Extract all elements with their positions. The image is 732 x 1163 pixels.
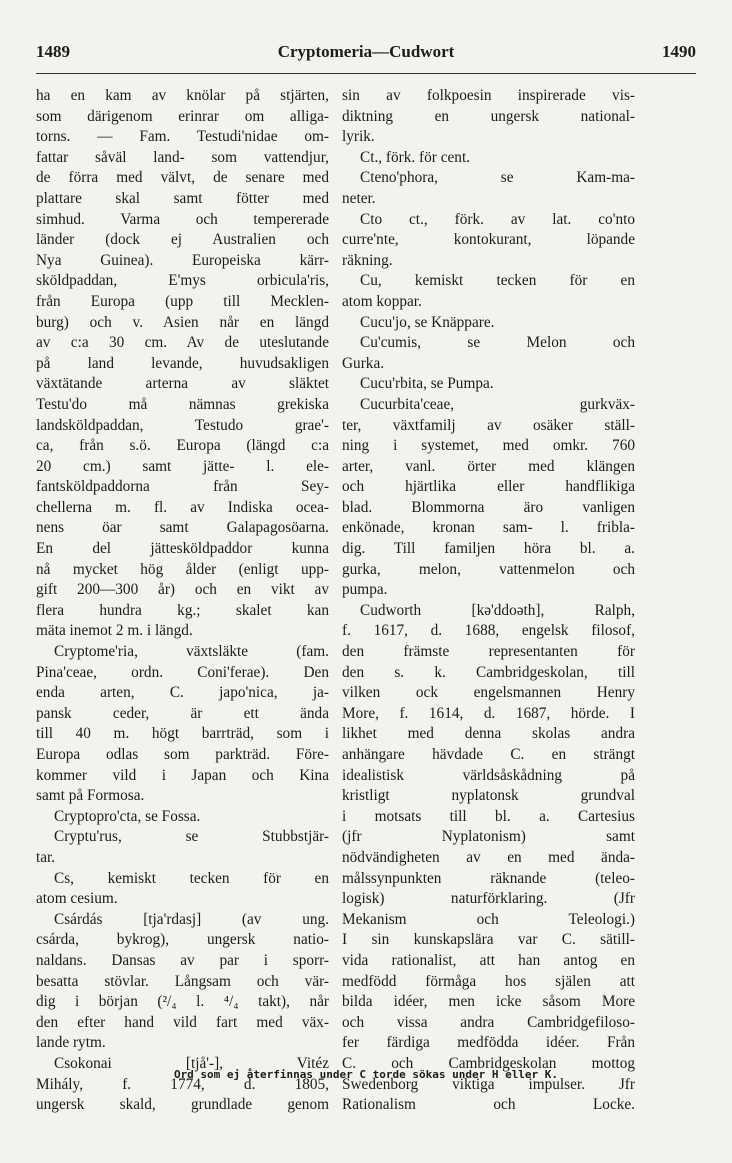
- page-header: [36, 42, 696, 70]
- text-line: atom cesium.: [36, 890, 118, 908]
- text-line: av c:a 30 cm. Av de uteslutande: [36, 334, 329, 352]
- text-line: diktning en ungersk national-: [342, 107, 635, 125]
- text-line: nens öar samt Galapagosöarna.: [36, 519, 329, 537]
- text-line: kommer vild i Japan och Kina: [36, 766, 329, 784]
- text-line: Mekanism och Teleologi.): [342, 910, 635, 928]
- text-line: sin av folkpoesin inspirerade vis-: [342, 87, 635, 104]
- text-line: länder (dock ej Australien och: [36, 231, 329, 249]
- text-line: atom koppar.: [342, 292, 422, 310]
- text-line: fattar såväl land- som vattendjur,: [36, 148, 329, 166]
- text-line: och vissa andra Cambridgefiloso-: [342, 1013, 635, 1031]
- text-line: Cryptopro'cta, se Fossa.: [54, 807, 201, 825]
- text-line: Csokonai [tjå'-], Vitéz: [54, 1054, 329, 1072]
- text-line: lande rytm.: [36, 1034, 106, 1052]
- text-line: Cs, kemiskt tecken för en: [54, 869, 329, 887]
- text-line: burg) och v. Asien når en längd: [36, 313, 329, 331]
- text-line: växtätande arterna av släktet: [36, 375, 329, 393]
- text-line: ter, växtfamilj av osäker ställ-: [342, 416, 635, 434]
- page-footer-note: Ord som ej återfinnas under C torde sökas under H eller K.: [173, 1068, 559, 1081]
- text-line: (jfr Nyplatonism) samt: [342, 828, 635, 846]
- text-line: Swedenborg viktiga impulser. Jfr: [342, 1075, 635, 1093]
- text-line: Csárdás [tja'rdasj] (av ung.: [54, 910, 329, 928]
- text-line: medfödd förmåga hos själen att: [342, 972, 635, 990]
- text-line: enkönade, kronan sam- l. fribla-: [342, 519, 635, 537]
- text-line: Nya Guinea). Europeiska kärr-: [36, 251, 329, 269]
- page-number-left: 1489: [36, 42, 70, 61]
- text-line: målssynpunkten räknande (teleo-: [342, 869, 635, 887]
- text-line: fantsköldpaddorna från Sey-: [36, 478, 329, 496]
- text-line: vilken ock engelsmannen Henry: [342, 684, 635, 702]
- text-line: som därigenom erinrar om alliga-: [36, 107, 329, 125]
- text-line: Cucu'jo, se Knäppare.: [360, 313, 495, 331]
- text-line: nödvändigheten av en med ända-: [342, 848, 635, 866]
- text-line: Cto ct., förk. av lat. co'nto: [360, 210, 635, 228]
- text-line: C. och Cambridgeskolan mottog: [342, 1054, 635, 1072]
- text-line: chellerna m. fl. av Indiska ocea-: [36, 498, 329, 516]
- page-number-right: 1490: [662, 42, 696, 61]
- text-line: besatta stövlar. Långsam och vär-: [36, 972, 329, 990]
- text-line: fer färdiga medfödda idéer. Från: [342, 1034, 635, 1052]
- text-line: En del jättesköldpaddor kunna: [36, 540, 329, 558]
- text-line: pansk ceder, är ett ända: [36, 704, 329, 722]
- text-line: Cucu'rbita, se Pumpa.: [360, 375, 494, 393]
- text-line: i motsats till bl. a. Cartesius: [342, 807, 635, 825]
- left-column: [36, 86, 329, 1116]
- text-line: Cu, kemiskt tecken för en: [360, 272, 635, 290]
- text-line: Cryptu'rus, se Stubbstjär-: [54, 828, 329, 846]
- text-line: Testu'do må nämnas grekiska: [36, 395, 329, 413]
- text-line: torns. — Fam. Testudi'nidae om-: [36, 128, 329, 146]
- text-line: nå mycket hög ålder (enligt upp-: [36, 560, 329, 578]
- text-line: ha en kam av knölar på stjärten,: [36, 87, 329, 104]
- text-line: Cucurbita'ceae, gurkväx-: [360, 395, 635, 413]
- header-rule: [36, 73, 696, 74]
- text-line: logisk) naturförklaring. (Jfr: [342, 890, 635, 908]
- text-line: blad. Blommorna äro vanligen: [342, 498, 635, 516]
- text-line: på land levande, huvudsakligen: [36, 354, 329, 372]
- text-line: bilda idéer, men icke såsom More: [342, 993, 635, 1011]
- text-line: den efter hand vild fart med väx-: [36, 1013, 329, 1031]
- text-line: lyrik.: [342, 128, 375, 146]
- right-column: [342, 86, 635, 1116]
- text-line: Rationalism och Locke.: [342, 1096, 635, 1114]
- text-line: Cudworth [kə'ddoəth], Ralph,: [360, 601, 635, 619]
- text-line: naldans. Dansas av par i sporr-: [36, 951, 329, 969]
- text-line: den s. k. Cambridgeskolan, till: [342, 663, 635, 681]
- text-line: tar.: [36, 848, 56, 866]
- text-line: Cryptome'ria, växtsläkte (fam.: [54, 643, 329, 661]
- text-line: gurka, melon, vattenmelon och: [342, 560, 635, 578]
- text-line: ungersk skald, grundlade genom: [36, 1096, 329, 1114]
- running-title: Cryptomeria—Cudwort: [277, 42, 455, 61]
- text-line: Mihály, f. 1774, d. 1805,: [36, 1075, 329, 1093]
- text-line: Cteno'phora, se Kam-ma-: [360, 169, 635, 187]
- text-line: enda arten, C. japo'nica, ja-: [36, 684, 329, 702]
- text-line: den främste representanten för: [342, 643, 635, 661]
- text-line: dig i början (²/₄ l. ⁴/₄ takt), når: [36, 993, 329, 1011]
- text-line: samt på Formosa.: [36, 787, 145, 805]
- text-line: flera hundra kg.; skalet kan: [36, 601, 329, 619]
- text-line: dig. Till familjen höra bl. a.: [342, 540, 635, 558]
- text-line: likhet med denna skolas andra: [342, 725, 635, 743]
- text-line: kristligt nyplatonsk grundval: [342, 787, 635, 805]
- text-line: 20 cm.) samt jätte- l. ele-: [36, 457, 329, 475]
- text-line: curre'nte, kontokurant, löpande: [342, 231, 635, 249]
- text-line: ning i systemet, med omkr. 760: [342, 437, 635, 455]
- text-line: från Europa (upp till Mecklen-: [36, 292, 329, 310]
- text-line: Pina'ceae, ordn. Coni'ferae). Den: [36, 663, 329, 681]
- text-line: plattare skal samt fötter med: [36, 189, 329, 207]
- text-line: Europa odlas som parkträd. Före-: [36, 746, 329, 763]
- text-line: de förra med välvt, de senare med: [36, 169, 329, 187]
- text-line: till 40 m. högt barrträd, som i: [36, 725, 329, 743]
- text-line: räkning.: [342, 251, 393, 269]
- text-line: I sin kunskapslära var C. sätill-: [342, 931, 635, 949]
- text-line: sköldpaddan, E'mys orbicula'ris,: [36, 272, 329, 290]
- text-line: neter.: [342, 189, 376, 207]
- text-line: simhud. Varma och tempererade: [36, 210, 329, 228]
- text-line: landsköldpaddan, Testudo grae'-: [36, 416, 329, 434]
- text-line: gift 200—300 år) och en vikt av: [36, 581, 329, 599]
- text-line: pumpa.: [342, 581, 388, 599]
- text-line: More, f. 1614, d. 1687, hörde. I: [342, 704, 635, 722]
- text-line: Cu'cumis, se Melon och: [360, 334, 635, 352]
- text-line: Gurka.: [342, 354, 385, 372]
- text-line: csárda, bykrog), ungersk natio-: [36, 931, 329, 949]
- text-line: anhängare hävdade C. en strängt: [342, 746, 635, 763]
- text-line: idealistisk världsåskådning på: [342, 766, 635, 784]
- text-line: och hjärtlika eller handflikiga: [342, 478, 635, 496]
- text-line: ca, från s.ö. Europa (längd c:a: [36, 437, 329, 455]
- text-line: vida rationalist, att han antog en: [342, 951, 635, 969]
- text-line: arter, vanl. örter med klängen: [342, 457, 635, 475]
- text-line: Ct., förk. för cent.: [360, 148, 471, 166]
- text-line: mäta inemot 2 m. i längd.: [36, 622, 193, 640]
- text-line: f. 1617, d. 1688, engelsk filosof,: [342, 622, 635, 640]
